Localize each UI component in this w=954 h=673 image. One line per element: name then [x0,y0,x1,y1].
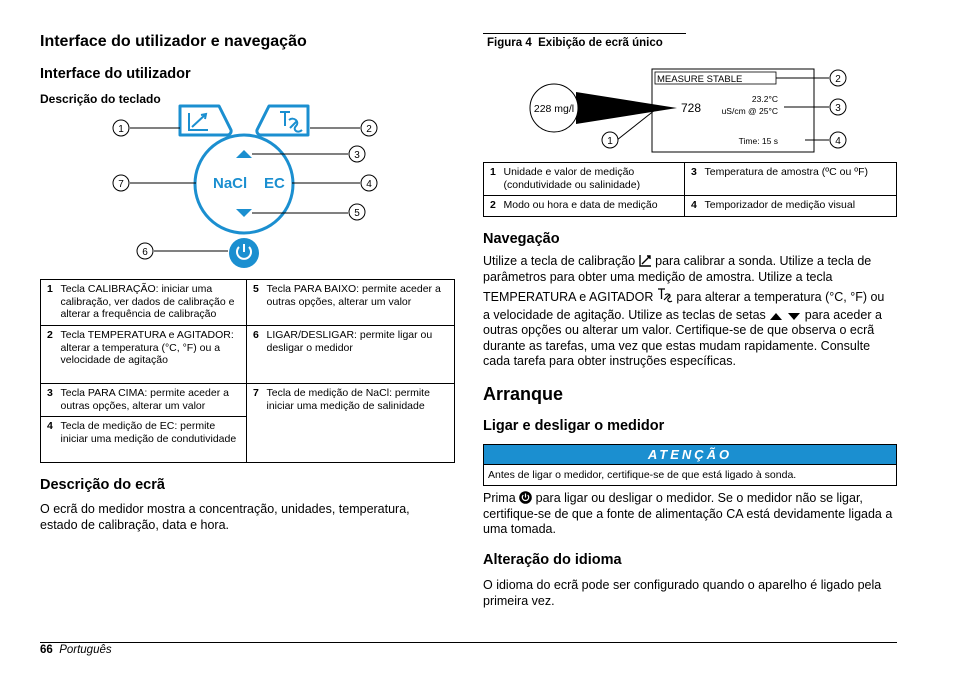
figure-rule [483,33,686,34]
power-text: Prima para ligar ou desligar o medidor. Se o medidor não se ligar, certifique-se de que a fonte de alimentação CA está devidamente ligada a uma tomada. [483,491,893,536]
page-number: 66 [40,644,53,656]
callout-2: 2 [366,124,372,135]
screen-description-title: Descrição do ecrã [40,477,165,493]
arrow-keys-icon [769,311,801,321]
display-figure [520,62,860,156]
calibration-icon [639,254,652,267]
footer [40,644,112,656]
fig-callout-2: 2 [835,74,841,85]
nacl-key-label: NaCl [213,175,248,192]
figure-caption: Figura 4 Exibição de ecrã único [487,37,663,49]
callout-5: 5 [354,208,360,219]
subsection-title: Interface do utilizador [40,66,191,82]
power-icon [519,491,532,504]
navigation-text: Utilize a tecla de calibração para calibrar a sonda. Utilize a tecla de parâmetros para obter uma medição de amostra. Utilize a tecla TEMPERATURA e AGITADOR para alterar a temperatura (°C, °F) ou a velocidade de agitação. Utilize as teclas de setas para aceder a outras opções ou alterar um valor. Certifique-se de que observa o ecrã durante as tarefas, uma vez que estas mudam rapidamente. Consulte cada tarefa para obter instruções específicas. [483,254,885,368]
down-arrow-icon [236,209,252,217]
temperature-stirrer-icon [280,112,302,132]
navigation-title: Navegação [483,231,560,247]
display-timer: Time: 15 s [738,136,778,146]
language-text: O idioma do ecrã pode ser configurado quando o aparelho é ligado pela primeira vez. [483,578,882,608]
power-key [229,238,259,268]
display-status: MEASURE STABLE [657,74,743,85]
ec-key-label: EC [264,175,285,192]
up-arrow-icon [236,150,252,158]
caution-header: ATENÇÃO [483,444,897,464]
temperature-stirrer-icon [657,287,673,303]
keypad-heading: Descrição do teclado [40,92,161,106]
footer-rule [40,642,897,643]
bubble-text: 228 mg/l [533,103,575,115]
callout-6: 6 [142,247,148,258]
figure-legend-table: 1 Unidade e valor de medição (condutividade ou salinidade) 3 Temperatura de amostra (ºC ou ºF) 2 Modo ou hora e data de medição 4 Temporizador de medição visual [483,162,897,217]
fig-callout-3: 3 [835,103,841,114]
callout-4: 4 [366,179,372,190]
key-legend-table: 1 Tecla CALIBRAÇÃO: iniciar uma calibração, ver dados de calibração e alterar a frequência de calibração 5 Tecla PARA BAIXO: permite aceder a outras opções, alterar um valor 2 Tecla TEMPERATURA e AGITADOR: alterar a temperatura (°C, °F) ou a velocidade de agitação 6 LIGAR/DESLIGAR: permite ligar ou desligar o medidor 3 Tecla PARA CIMA: permite aceder a outras opções, alterar um valor 7 Tecla de medição de NaCl: permite iniciar uma medição de salinidade 4 Tecla de medição de EC: permite iniciar uma medição de condutividade [40,279,455,463]
calibration-icon [189,113,208,130]
fig-callout-4: 4 [835,136,841,147]
callout-3: 3 [354,150,360,161]
footer-language: Português [59,644,112,656]
display-ref: uS/cm @ 25°C [721,106,778,116]
display-temp: 23.2°C [751,94,778,104]
power-title: Ligar e desligar o medidor [483,418,665,434]
section-title: Interface do utilizador e navegação [40,33,307,50]
callout-7: 7 [118,179,124,190]
startup-title: Arranque [483,384,564,404]
keypad-illustration [100,100,400,272]
display-value: 728 [681,101,702,115]
callout-1: 1 [118,124,124,135]
screen-description-text: O ecrã do medidor mostra a concentração, unidades, temperatura, estado de calibração, data e hora. [40,502,410,532]
caution-text: Antes de ligar o medidor, certifique-se de que está ligado à sonda. [483,464,897,486]
fig-callout-1: 1 [607,136,613,147]
language-title: Alteração do idioma [483,552,622,568]
caution-box [483,444,897,486]
